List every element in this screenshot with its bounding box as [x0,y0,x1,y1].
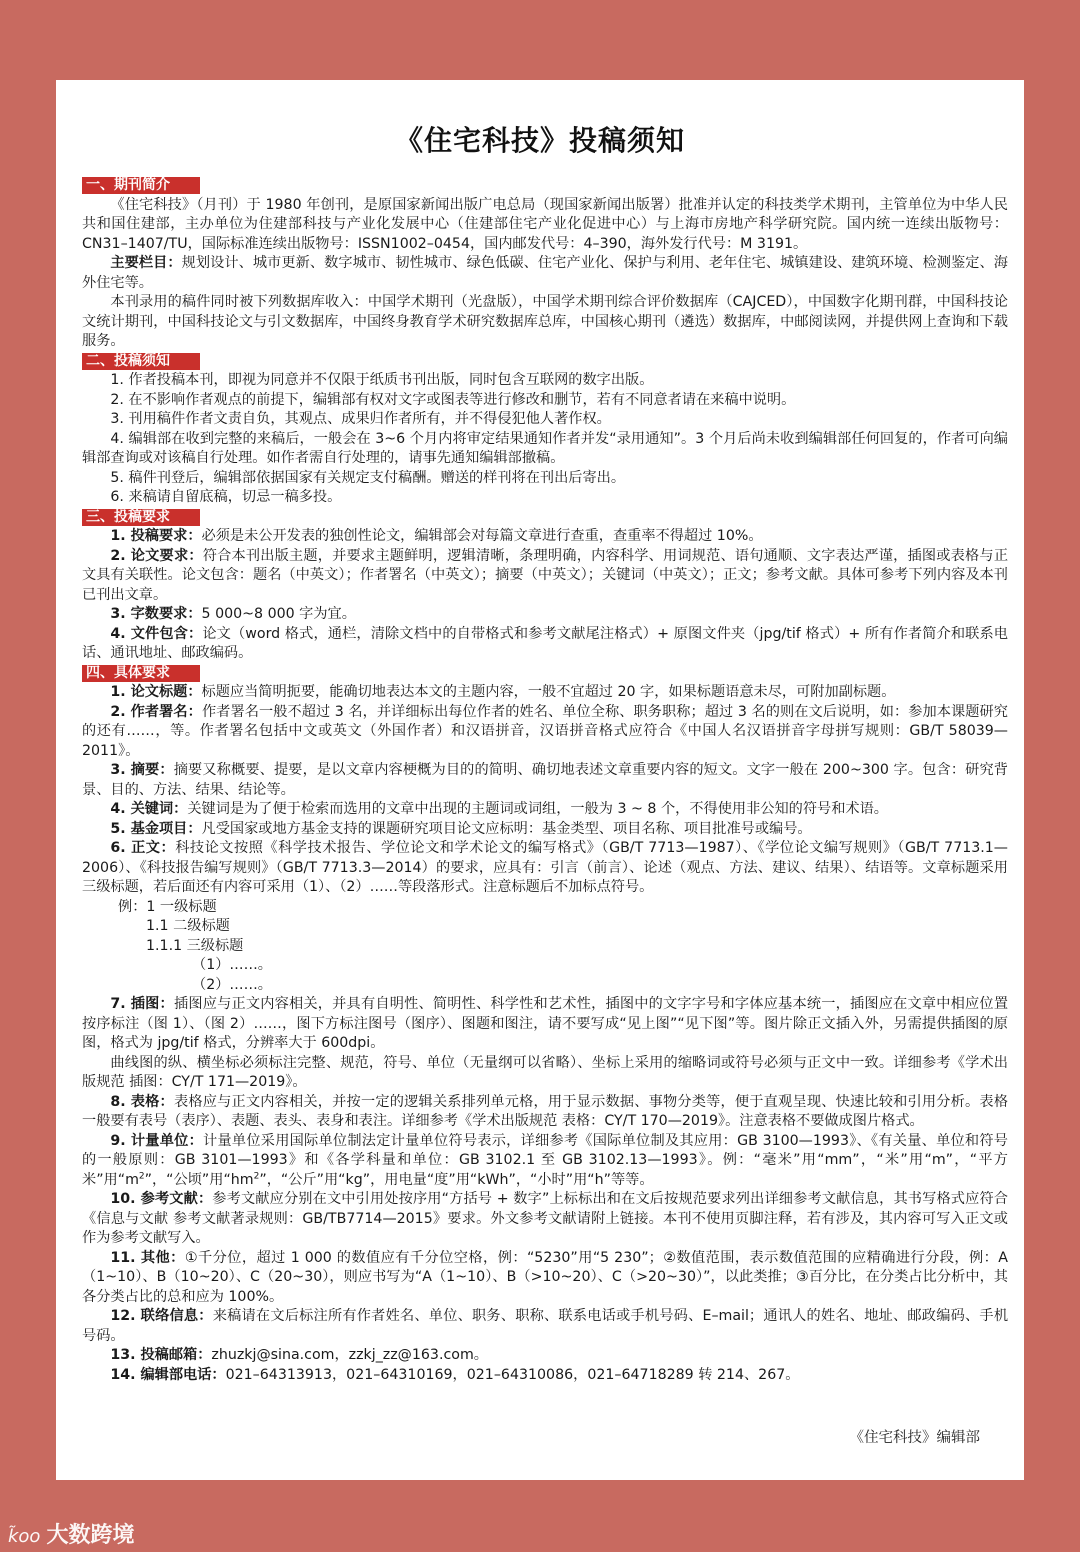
inline-label: 主要栏目： [110,255,182,271]
item-text: 5 000~8 000 字为宜。 [201,606,356,622]
item-label: 2. 论文要求： [110,547,203,564]
inline-text: 规划设计、城市更新、数字城市、韧性城市、绿色低碳、住宅产业化、保护与利用、老年住宅、城镇建设、建筑环境、检测鉴定、海外住宅等。 [82,255,1008,291]
page-title: 《住宅科技》投稿须知 [394,124,685,157]
list-item [82,761,1008,800]
document-body [82,176,1008,1385]
list-item [82,820,1008,840]
item-label: 9. 计量单位： [110,1132,204,1149]
item-text: 论文（word 格式，通栏，清除文档中的自带格式和参考文献尾注格式）+ 原图文件夹（jpg/tif 格式）+ 所有作者简介和联系电话、通讯地址、邮政编码。 [82,625,1008,661]
document-page [56,80,1024,1480]
item-label: 10. 参考文献： [110,1191,213,1207]
item-text: 计量单位采用国际单位制法定计量单位符号表示，详细参考《国际单位制及其应用：GB 3100—1993》、《有关量、单位和符号的一般原则：GB 3101—1993》和《各学科量和单位：GB 3102.1 至 GB 3102.13—1993》。例：“毫米”用“mm”，“米”用“m”，“平方米”用“m [82,1132,1008,1188]
item-text: 科技论文按照《科学技术报告、学位论文和学术论文的编写格式》（GB/T 7713—1987）、《学位论文编写规则》（GB/T 7713.1—2006）、《科技报告编写规则》（GB/T 7713.3—2014）的要求，应具有：引言（前言）、论述（观点、方法、建议、结果）、结语等。文章标题采用三级标题，若后面还有内容可采用（1）、（2）……等段落形式。注意标题后不加标点符号。 [82,840,1008,895]
item-label: 7. 插图： [110,996,174,1012]
list-item [82,1190,1008,1249]
item-label: 1. 论文标题： [110,684,202,700]
list-item [82,1093,1008,1132]
superscript: 2 [253,1170,260,1181]
item-label: 4. 关键词： [110,801,188,817]
item-label: 2. 作者署名： [110,703,202,720]
list-item [82,1366,1008,1386]
section-header-specifics: 四、具体要求 [82,665,200,682]
list-item [82,1249,1008,1308]
email-text: zhuzkj@sina.com，zzkj_zz@163.com。 [211,1347,488,1363]
list-item [82,683,1008,703]
watermark-text: 大数跨境 [46,1523,135,1548]
item-label: 1. 投稿要求： [110,528,202,544]
list-item: 1. 作者投稿本刊，即视为同意并不仅限于纸质书刊出版，同时包含互联网的数字出版。 [110,372,654,388]
item-text: 作者署名一般不超过 3 名，并详细标出每位作者的姓名、单位全称、职务职称；超过 3 名的则在文后说明，如：参加本课题研究的还有……，等。作者署名包括中文或英文（外国作者）和汉语拼音，汉语拼音格式应符合《中国人名汉语拼音字母拼写规则：GB/T 58039—2011》。 [82,703,1008,759]
item-label: 11. 其他： [110,1249,185,1266]
watermark-logo-icon: k̃oo [8,1526,41,1547]
list-item [82,839,1008,898]
paragraph: 本刊录用的稿件同时被下列数据库收入：中国学术期刊（光盘版），中国学术期刊综合评价数据库（CAJCED），中国数字化期刊群，中国科技论文统计期刊，中国科技论文与引文数据库，中国终身教育学术研究数据库总库，中国核心期刊（遴选）数据库，中邮阅读网，并提供网上查询和下载服务。 [82,294,1008,349]
list-item [82,527,1008,547]
item-text: 表格应与正文内容相关，并按一定的逻辑关系排列单元格，用于显示数据、事物分类等，便于直观呈现、快速比较和引用分析。表格一般要有表号（表序）、表题、表头、表身和表注。详细参考《学术出版规范 表格：CY/T 170—2019》。注意表格不要做成图片格式。 [82,1093,1009,1129]
example-line: 例：1 一级标题 [118,898,217,915]
list-item: 6. 来稿请自留底稿，切忌一稿多投。 [110,489,342,505]
item-text: 摘要又称概要、提要，是以文章内容梗概为目的的简明、确切地表述文章重要内容的短文。文字一般在 200~300 字。包含：研究背景、目的、方法、结果、结论等。 [82,762,1008,798]
item-text: 符合本刊出版主题，并要求主题鲜明，逻辑清晰，条理明确，内容科学、用词规范、语句通顺、文字表达严谨，插图或表格与正文具有关联性。论文包含：题名（中英文）；作者署名（中英文）；摘要（中英文）；关键词（中英文）；正文；参考文献。具体可参考下列内容及本刊已刊出文章。 [82,547,1009,603]
item-label: 4. 文件包含： [110,625,203,642]
phone-text: 021–64313913，021–64310169，021–64310086，021–64718289 转 214、267。 [225,1366,800,1383]
item-label: 12. 联络信息： [110,1308,213,1324]
list-item [82,995,1008,1054]
item-text: 关键词是为了便于检索而选用的文章中出现的主题词或词组，一般为 3 ~ 8 个，不得使用非公知的符号和术语。 [187,801,888,817]
item-label: 3. 摘要： [110,762,174,778]
list-item [82,1132,1008,1191]
item-text: 来稿请在文后标注所有作者姓名、单位、职务、职称、联系电话或手机号码、E–mail；通讯人的姓名、地址、邮政编码、手机号码。 [82,1308,1009,1344]
editorial-signature: 《住宅科技》编辑部 [849,1430,980,1446]
item-label: 5. 基金项目： [110,820,202,837]
item-text: ①千分位，超过 1 000 的数值应有千分位空格，例：“5230”用“5 230”；②数值范围，表示数值范围的应精确进行分段，例：A（1~10）、B（10~20）、C（20~30），则应书写为“A（1~10）、B（>10~20）、C（>20~30）”，以此类推；③百分比，在分类占比分析中，其各分类占比的总和应为 100%。 [82,1249,1009,1305]
list-item [82,625,1008,664]
example-line: （2）……。 [192,976,272,993]
item-text: 插图应与正文内容相关，并具有自明性、简明性、科学性和艺术性，插图中的文字字号和字体应基本统一，插图应在文章中相应位置按序标注（图 1）、（图 2）……，图下方标注图号（图序）、图题和图注，请不要写成“见上图”“见下图”等。图片除正文插入外，另需提供插图的原图，格式为 jpg/tif 格式，分辨率大于 600dpi。 [82,996,1009,1051]
list-item [82,1346,1008,1366]
example-line: （1）……。 [192,957,272,973]
list-item [82,1307,1008,1346]
section-header-intro: 一、期刊简介 [82,177,200,194]
list-item [82,703,1008,762]
paragraph: 曲线图的纵、横坐标必须标注完整、规范，符号、单位（无量纲可以省略）、坐标上采用的缩略词或符号必须与正文中一致。详细参考《学术出版规范 插图：CY/T 171—2019》。 [82,1054,1008,1090]
item-text: 标题应当简明扼要，能确切地表达本文的主题内容，一般不宜超过 20 字，如果标题语意未尽，可附加副标题。 [201,684,896,700]
paragraph: 《住宅科技》（月刊）于 1980 年创刊，是原国家新闻出版广电总局（现国家新闻出版署）批准并认定的科技类学术期刊，主管单位为中华人民共和国住建部，主办单位为住建部科技与产业化发展中心（住建部住宅产业化促进中心）与上海市房地产科学研究院。国内统一连续出版物号：CN31–1407/TU，国际标准连续出版物号：ISSN1002–0454，国内邮发代号：4–390，海外发行代号：M 3191。 [82,196,1008,252]
list-item [82,605,1008,625]
watermark [8,1518,134,1549]
item-label: 3. 字数要求： [110,606,202,622]
section-header-notice: 二、投稿须知 [82,353,200,370]
list-item: 4. 编辑部在收到完整的来稿后，一般会在 3~6 个月内将审定结果通知作者并发“录用通知”。3 个月后尚未收到编辑部任何回复的，作者可向编辑部查询或对该稿自行处理。如作者需自行处理的，请事先通知编辑部撤稿。 [82,430,1008,466]
example-line: 1.1 二级标题 [146,918,230,934]
item-text: 参考文献应分别在文中引用处按序用“方括号 + 数字”上标标出和在文后按规范要求列出详细参考文献信息，其书写格式应符合《信息与文献 参考文献著录规则：GB/TB7714—2015》要求。外文参考文献请附上链接。本刊不使用页脚注释，若有涉及，其内容可写入正文或作为参考文献写入。 [82,1191,1008,1246]
list-item: 2. 在不影响作者观点的前提下，编辑部有权对文字或图表等进行修改和删节，若有不同意者请在来稿中说明。 [110,391,796,408]
item-label: 8. 表格： [110,1093,174,1110]
list-item: 5. 稿件刊登后，编辑部依据国家有关规定支付稿酬。赠送的样刊将在刊出后寄出。 [110,469,626,486]
superscript: 2 [138,1170,145,1181]
list-item [82,547,1008,606]
list-item [82,800,1008,820]
item-text: ”，“公斤”用“kg”，用电量“度”用“kWh”，“小时”用“h”等等。 [259,1171,654,1188]
item-text: 必须是未公开发表的独创性论文，编辑部会对每篇文章进行查重，查重率不得超过 10%。 [201,528,763,544]
item-text: 凡受国家或地方基金支持的课题研究项目论文应标明：基金类型、项目名称、项目批准号或编号。 [201,820,812,837]
section-header-requirements: 三、投稿要求 [82,509,200,526]
list-item: 3. 刊用稿件作者文责自负，其观点、成果归作者所有，并不得侵犯他人著作权。 [110,411,611,427]
example-line: 1.1.1 三级标题 [146,937,244,954]
item-text: ”，“公顷”用“hm [144,1171,254,1188]
item-label: 6. 正文： [110,840,176,856]
item-label: 14. 编辑部电话： [110,1366,226,1383]
paragraph [82,254,1008,293]
item-label: 13. 投稿邮箱： [110,1347,212,1363]
